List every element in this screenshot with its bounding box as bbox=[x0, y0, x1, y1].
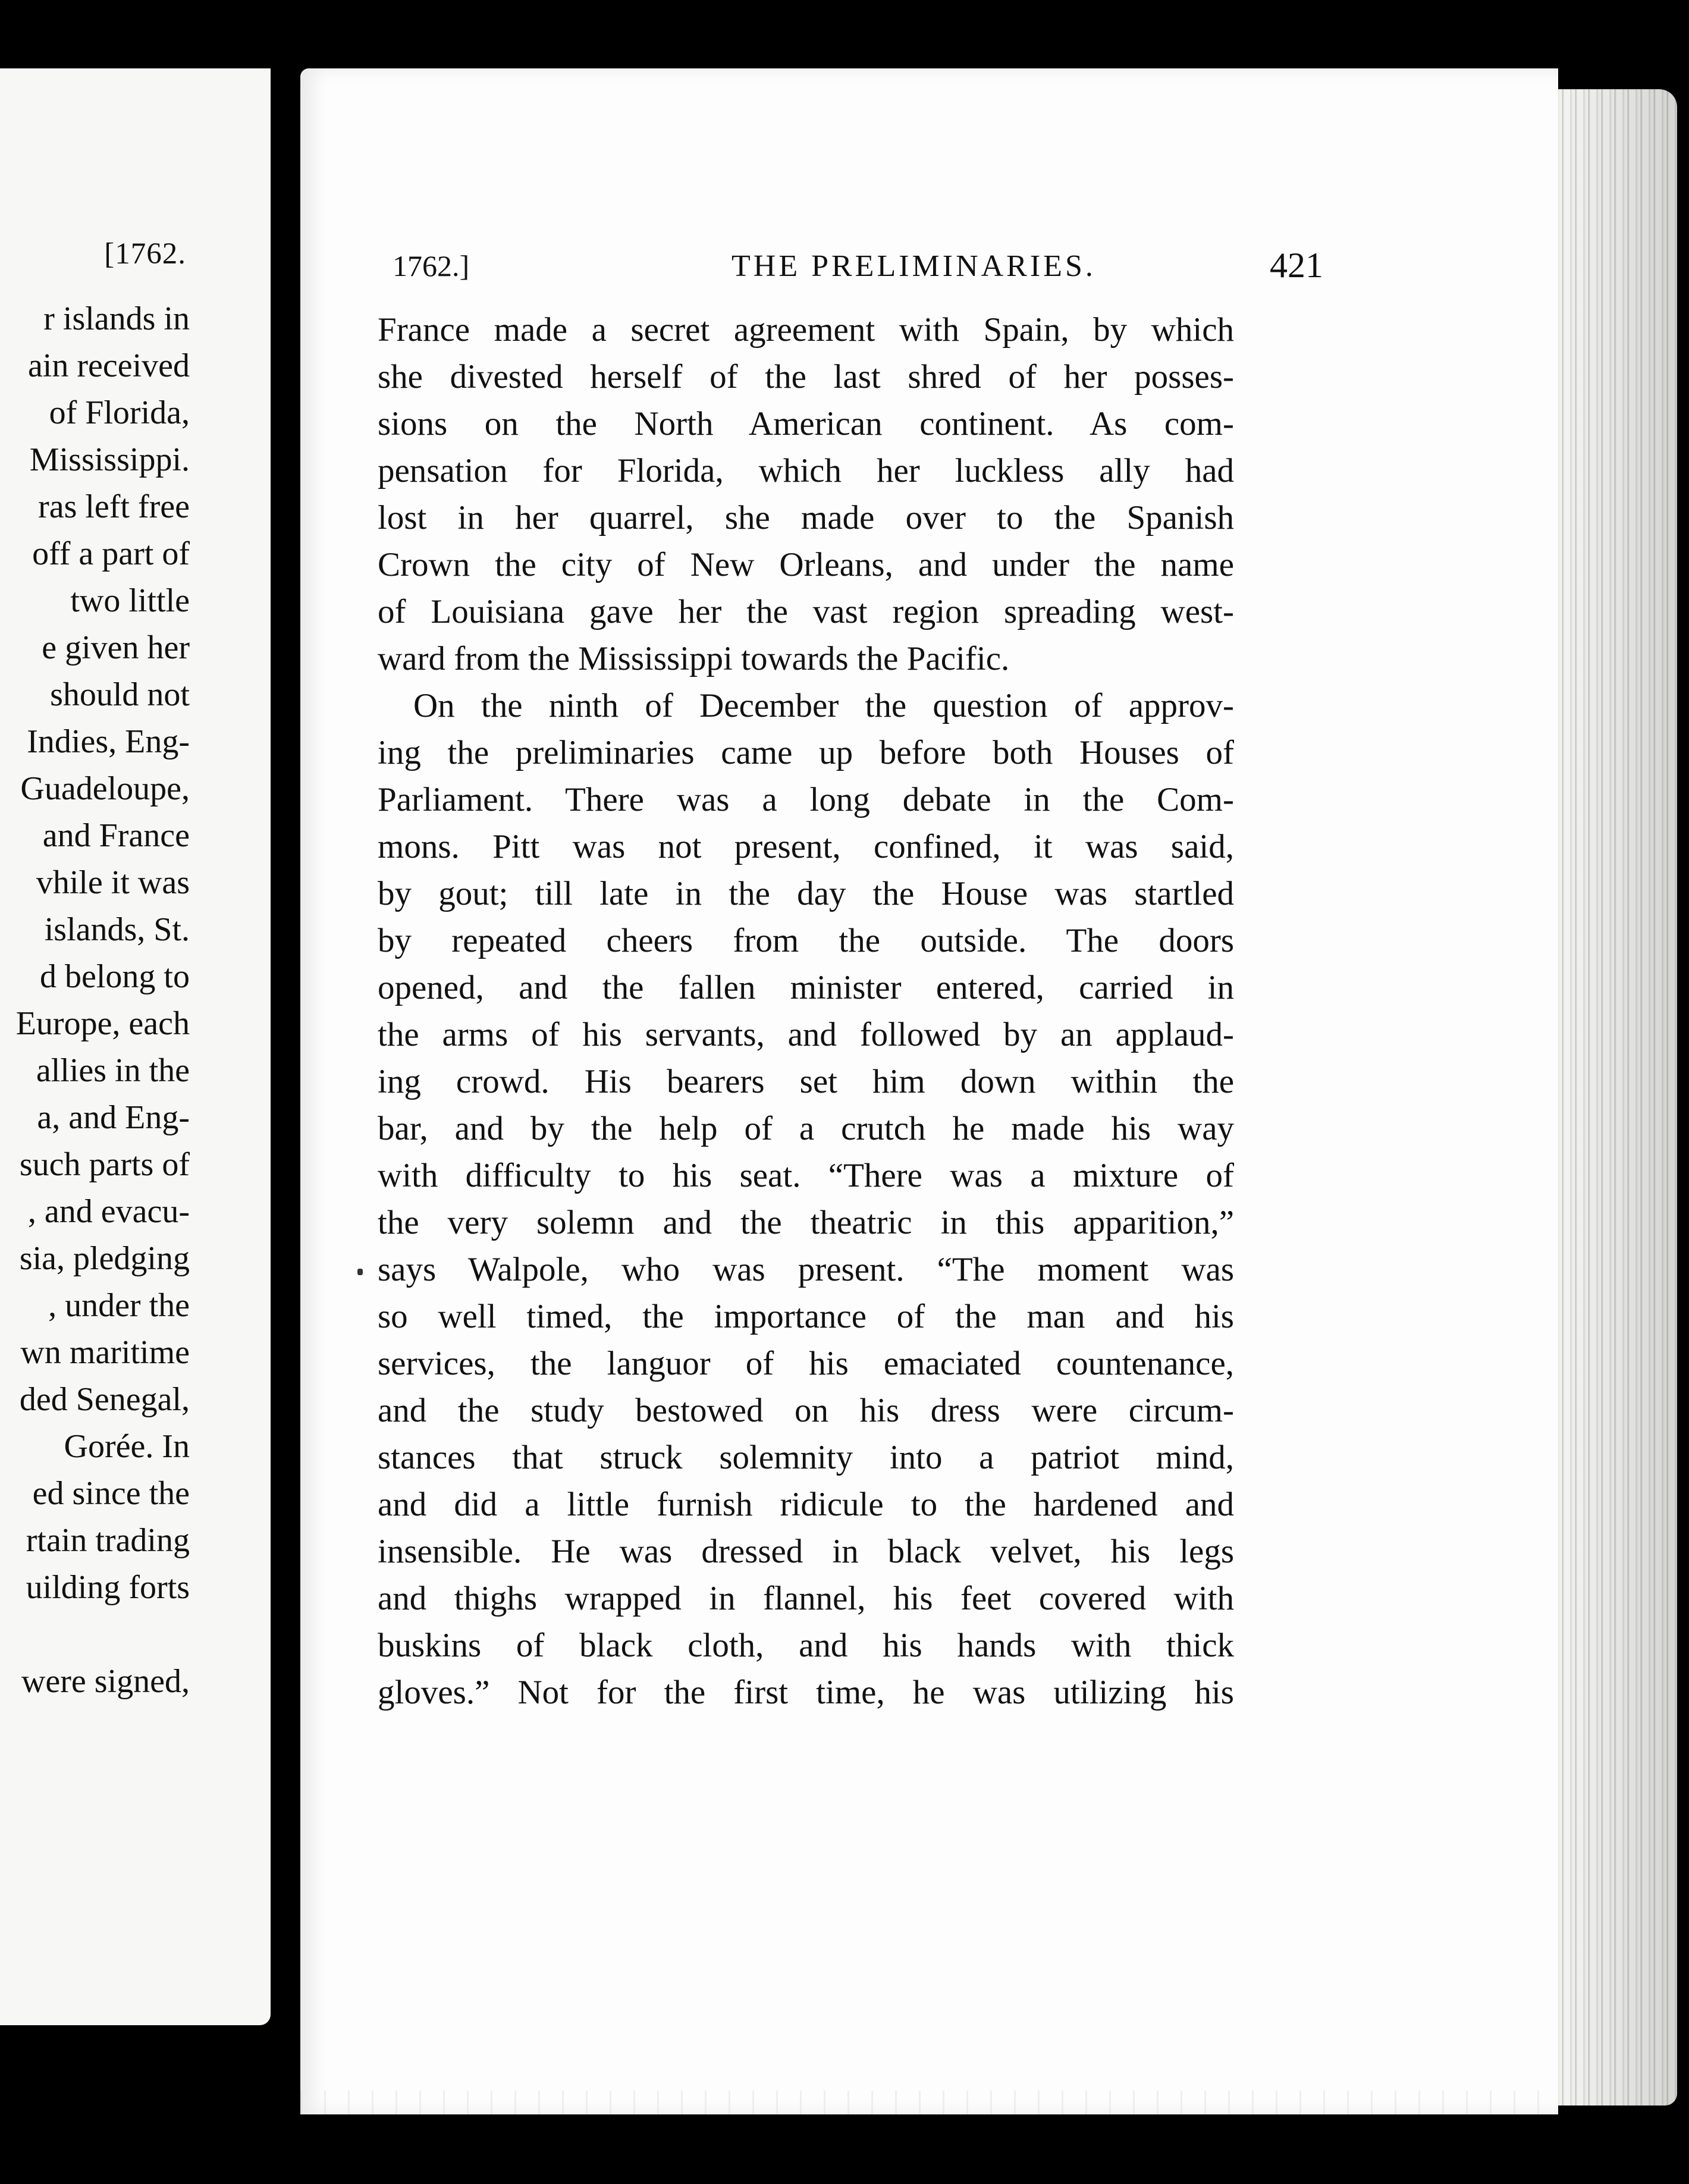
left-line: Indies, Eng- bbox=[27, 723, 190, 760]
left-page-text bbox=[16, 296, 190, 1705]
left-line: such parts of bbox=[19, 1146, 190, 1183]
text-line: stances that struck solemnity into a patriot mind, bbox=[378, 1439, 1234, 1476]
text-line: the very solemn and the theatric in this apparition,” bbox=[378, 1204, 1234, 1241]
text-line: by gout; till late in the day the House was startled bbox=[378, 875, 1234, 912]
text-line-paragraph-start: On the ninth of December the question of approv- bbox=[413, 687, 1234, 724]
left-line: ded Senegal, bbox=[19, 1381, 190, 1418]
left-line: ras left free bbox=[38, 488, 190, 525]
text-line: buskins of black cloth, and his hands with thick bbox=[378, 1627, 1234, 1664]
left-line: Guadeloupe, bbox=[20, 770, 190, 807]
left-line: rtain trading bbox=[26, 1522, 190, 1559]
left-line: uilding forts bbox=[26, 1569, 190, 1606]
book-gutter bbox=[271, 68, 300, 2025]
left-line: vhile it was bbox=[36, 864, 190, 901]
page-number: 421 bbox=[1270, 246, 1323, 285]
left-line: r islands in bbox=[43, 300, 190, 337]
left-line: e given her bbox=[42, 629, 190, 666]
running-head-year: 1762.] bbox=[393, 249, 470, 283]
text-line-paragraph-end: ward from the Mississippi towards the Pacific. bbox=[378, 640, 1010, 677]
left-line: islands, St. bbox=[44, 911, 190, 948]
left-page bbox=[0, 68, 271, 2025]
left-line: allies in the bbox=[36, 1052, 190, 1089]
text-line: and did a little furnish ridicule to the hardened and bbox=[378, 1486, 1234, 1523]
left-line: a, and Eng- bbox=[37, 1099, 190, 1136]
left-line: ain received bbox=[27, 347, 190, 384]
left-line: ed since the bbox=[32, 1475, 190, 1512]
page-bottom-edge bbox=[300, 2091, 1558, 2114]
text-line: with difficulty to his seat. “There was a mixture of bbox=[378, 1157, 1234, 1194]
text-line: gloves.” Not for the first time, he was utilizing his bbox=[378, 1674, 1234, 1711]
left-line: and France bbox=[42, 817, 190, 854]
left-line: , and evacu- bbox=[27, 1193, 190, 1230]
text-line: by repeated cheers from the outside. The doors bbox=[378, 922, 1234, 959]
left-line: off a part of bbox=[32, 535, 190, 572]
text-line: bar, and by the help of a crutch he made his way bbox=[378, 1110, 1234, 1147]
left-line: sia, pledging bbox=[19, 1240, 190, 1277]
left-line: d belong to bbox=[40, 958, 190, 995]
running-head bbox=[393, 246, 1531, 296]
left-line: Gorée. In bbox=[64, 1428, 190, 1465]
text-line: ing the preliminaries came up before both Houses of bbox=[378, 734, 1234, 771]
left-line: , under the bbox=[48, 1287, 190, 1324]
left-line-blank bbox=[16, 1611, 190, 1658]
text-line: Parliament. There was a long debate in the Com- bbox=[378, 781, 1234, 818]
text-line: opened, and the fallen minister entered, carried in bbox=[378, 969, 1234, 1006]
text-line: she divested herself of the last shred of her posses- bbox=[378, 358, 1234, 396]
left-line: wn maritime bbox=[20, 1334, 190, 1371]
left-line: two little bbox=[70, 582, 190, 619]
text-line: says Walpole, who was present. “The moment was bbox=[378, 1251, 1234, 1288]
text-line: mons. Pitt was not present, confined, it was said, bbox=[378, 828, 1234, 865]
left-line: should not bbox=[50, 676, 190, 713]
text-line: so well timed, the importance of the man and his bbox=[378, 1298, 1234, 1335]
text-line: lost in her quarrel, she made over to the Spanish bbox=[378, 499, 1234, 536]
text-line: ing crowd. His bearers set him down within the bbox=[378, 1063, 1234, 1100]
text-line: pensation for Florida, which her luckless ally had bbox=[378, 452, 1234, 489]
running-head-title: THE PRELIMINARIES. bbox=[732, 249, 1096, 283]
left-page-header: [1762. bbox=[104, 237, 186, 271]
text-line: and the study bestowed on his dress were circum- bbox=[378, 1392, 1234, 1429]
left-line: of Florida, bbox=[49, 394, 190, 431]
text-line: and thighs wrapped in flannel, his feet covered with bbox=[378, 1580, 1234, 1617]
text-line: Crown the city of New Orleans, and under the name bbox=[378, 546, 1234, 583]
text-line: sions on the North American continent. As com- bbox=[378, 405, 1234, 443]
margin-mark bbox=[357, 1269, 363, 1275]
body-text bbox=[378, 306, 1234, 1716]
left-line: Europe, each bbox=[15, 1005, 190, 1042]
left-line: were signed, bbox=[21, 1663, 190, 1700]
text-line: of Louisiana gave her the vast region spreading west- bbox=[378, 593, 1234, 630]
text-line: services, the languor of his emaciated countenance, bbox=[378, 1345, 1234, 1382]
left-line: Mississippi. bbox=[29, 441, 190, 478]
text-line: the arms of his servants, and followed by an applaud- bbox=[378, 1016, 1234, 1053]
right-page bbox=[300, 68, 1558, 2114]
text-line: France made a secret agreement with Spain, by which bbox=[378, 311, 1234, 349]
text-line: insensible. He was dressed in black velvet, his legs bbox=[378, 1533, 1234, 1570]
